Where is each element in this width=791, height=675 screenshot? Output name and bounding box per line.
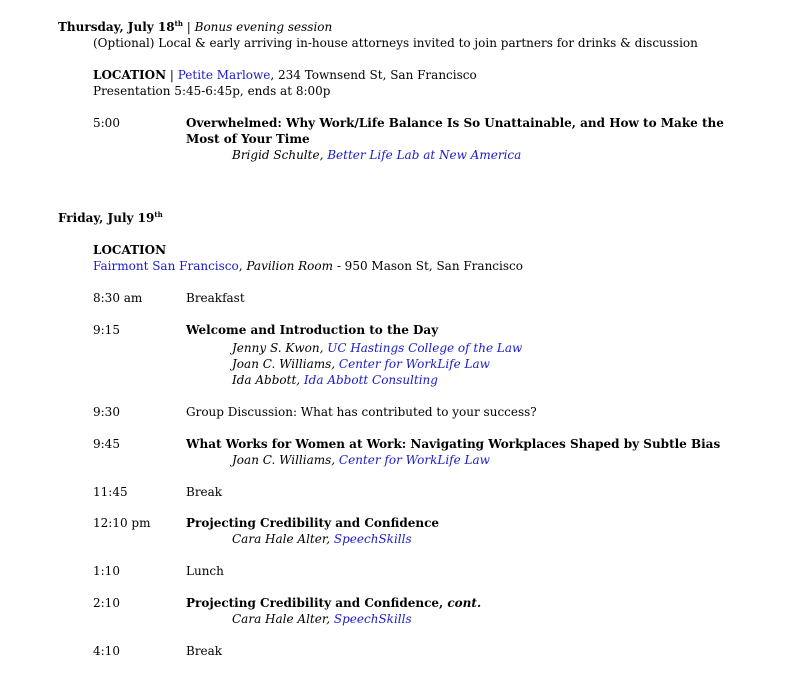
session-title-line2: Most of Your Time bbox=[186, 132, 310, 146]
agenda-speaker bbox=[232, 372, 438, 388]
agenda-speaker bbox=[232, 356, 490, 372]
agenda-title-line bbox=[186, 595, 481, 611]
agenda-time: 1:10 bbox=[93, 564, 120, 578]
agenda-time: 12:10 pm bbox=[93, 516, 151, 530]
speaker-name: Joan C. Williams, bbox=[232, 357, 339, 371]
thursday-heading-line bbox=[58, 19, 332, 35]
agenda-time: 8:30 am bbox=[93, 291, 143, 305]
agenda-time: 2:10 bbox=[93, 596, 120, 610]
friday-location-line bbox=[93, 258, 523, 274]
agenda-time: 9:15 bbox=[93, 323, 120, 337]
speaker-org-link[interactable]: Better Life Lab at New America bbox=[327, 148, 522, 162]
speaker-name: Cara Hale Alter, bbox=[232, 612, 334, 626]
agenda-title: Projecting Credibility and Confidence bbox=[186, 516, 440, 530]
agenda-title: Break bbox=[186, 485, 223, 499]
friday-heading-suffix: th bbox=[154, 210, 163, 219]
agenda-speaker bbox=[232, 452, 490, 468]
friday-room: Pavilion Room bbox=[246, 259, 333, 273]
friday-heading: Friday, July 19 bbox=[58, 211, 155, 225]
agenda-title: Group Discussion: What has contributed to your success? bbox=[186, 405, 537, 419]
speaker-name: Joan C. Williams, bbox=[232, 453, 339, 467]
thursday-heading-suffix: th bbox=[174, 19, 183, 28]
speaker-org-link[interactable]: Center for WorkLife Law bbox=[338, 453, 490, 467]
speaker-name: Ida Abbott, bbox=[232, 373, 304, 387]
friday-location-label: LOCATION bbox=[93, 243, 167, 257]
agenda-speaker bbox=[232, 340, 522, 356]
agenda-speaker bbox=[232, 611, 412, 627]
agenda-title: Break bbox=[186, 644, 223, 658]
thursday-location-label: LOCATION bbox=[93, 68, 167, 82]
location-separator: | bbox=[166, 68, 178, 82]
friday-venue-link[interactable]: Fairmont San Francisco bbox=[93, 259, 239, 273]
thursday-note: Bonus evening session bbox=[194, 20, 333, 34]
speaker-org-link[interactable]: Ida Abbott Consulting bbox=[303, 373, 438, 387]
speaker-name: Brigid Schulte, bbox=[232, 148, 328, 162]
session-title-line1: Overwhelmed: Why Work/Life Balance Is So Unattainable, and How to Make the bbox=[186, 116, 724, 130]
speaker-org-link[interactable]: UC Hastings College of the Law bbox=[327, 341, 523, 355]
session-speaker bbox=[232, 147, 521, 163]
thursday-location-line bbox=[93, 67, 477, 83]
agenda-time: 11:45 bbox=[93, 485, 128, 499]
agenda-speaker bbox=[232, 531, 412, 547]
thursday-heading: Thursday, July 18 bbox=[58, 20, 175, 34]
friday-location-comma: , bbox=[238, 259, 247, 273]
heading-separator: | bbox=[182, 20, 195, 34]
agenda-time: 9:30 bbox=[93, 405, 120, 419]
thursday-description: (Optional) Local & early arriving in-house attorneys invited to join partners for drinks & discussion bbox=[93, 36, 698, 50]
speaker-org-link[interactable]: Center for WorkLife Law bbox=[338, 357, 490, 371]
thursday-presentation: Presentation 5:45-6:45p, ends at 8:00p bbox=[93, 84, 331, 98]
agenda-title: Welcome and Introduction to the Day bbox=[186, 323, 439, 337]
thursday-venue-link[interactable]: Petite Marlowe bbox=[177, 68, 271, 82]
friday-heading-line bbox=[58, 210, 163, 226]
session-time: 5:00 bbox=[93, 116, 120, 130]
speaker-name: Cara Hale Alter, bbox=[232, 532, 334, 546]
agenda-title-suffix: cont. bbox=[447, 596, 482, 610]
agenda-title: What Works for Women at Work: Navigating Workplaces Shaped by Subtle Bias bbox=[186, 437, 721, 451]
agenda-title: Lunch bbox=[186, 564, 224, 578]
speaker-name: Jenny S. Kwon, bbox=[232, 341, 328, 355]
thursday-address: , 234 Townsend St, San Francisco bbox=[270, 68, 477, 82]
agenda-time: 4:10 bbox=[93, 644, 120, 658]
agenda-title: Breakfast bbox=[186, 291, 245, 305]
agenda-title: Projecting Credibility and Confidence, bbox=[186, 596, 448, 610]
friday-address: - 950 Mason St, San Francisco bbox=[333, 259, 523, 273]
speaker-org-link[interactable]: SpeechSkills bbox=[333, 612, 412, 626]
agenda-time: 9:45 bbox=[93, 437, 120, 451]
speaker-org-link[interactable]: SpeechSkills bbox=[333, 532, 412, 546]
